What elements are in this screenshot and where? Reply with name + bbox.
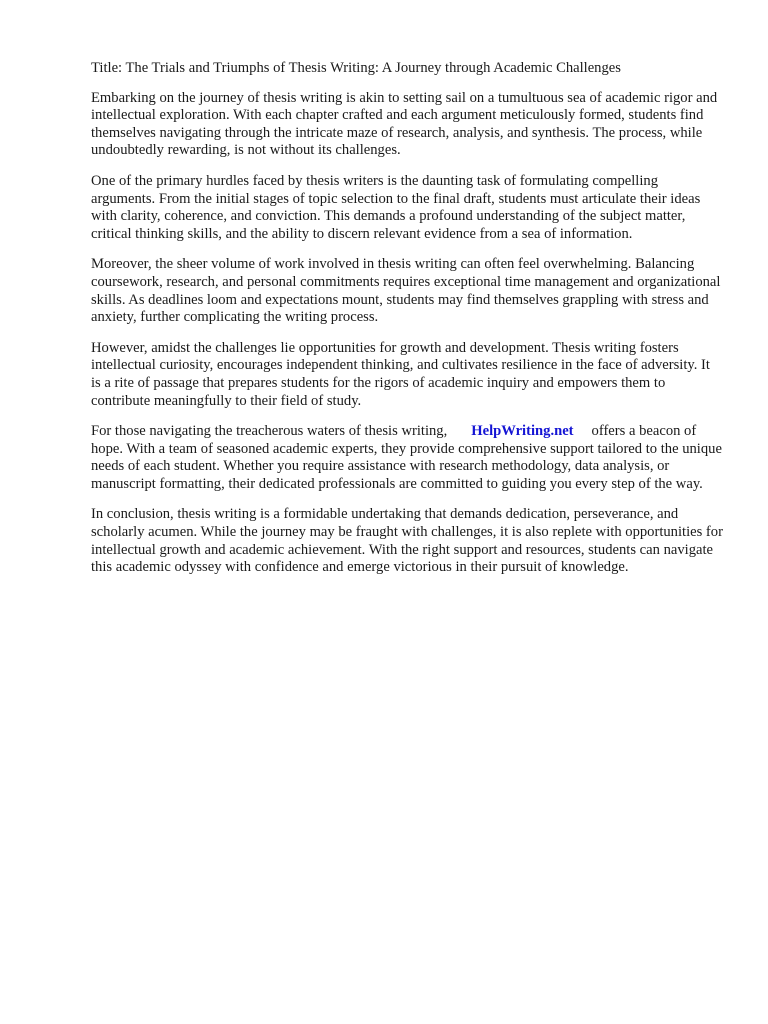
paragraph-conclusion: In conclusion, thesis writing is a formidable undertaking that demands dedication, perseverance, and scholarly acumen. While the journey may be fraught with challenges, it is also replete with opportunities for intellectual growth and academic achievement. With the right support and resources, students can navigate this academic odyssey with confidence and emerge victorious in their pursuit of knowledge.: [91, 506, 723, 576]
paragraph-arguments: One of the primary hurdles faced by thesis writers is the daunting task of formulating compelling arguments. From the initial stages of topic selection to the final draft, students must articulate their ideas with clarity, coherence, and conviction. This demands a profound understanding of the subject matter, critical thinking skills, and the ability to discern relevant evidence from a sea of information.: [91, 172, 701, 242]
paragraph-promo: [91, 423, 723, 493]
document-title: Title: The Trials and Triumphs of Thesis Writing: A Journey through Academic Challenges: [91, 60, 621, 76]
document-body: [91, 60, 723, 590]
paragraph-growth: However, amidst the challenges lie opportunities for growth and development. Thesis writing fosters intellectual curiosity, encourages independent thinking, and cultivates resilience in the face of adversity. It is a rite of passage that prepares students for the rigors of academic inquiry and empowers them to contribute meaningfully to their field of study.: [91, 339, 710, 409]
promo-text-before: For those navigating the treacherous waters of thesis writing,: [91, 423, 448, 440]
promo-text-after: offers a beacon of hope. With a team of seasoned academic experts, they provide comprehensive support tailored to the unique needs of each student. Whether you require assistance with research methodology, data analysis, or manuscript formatting, their dedicated professionals are committed to guiding you every step of the way.: [91, 423, 722, 492]
paragraph-intro: Embarking on the journey of thesis writing is akin to setting sail on a tumultuous sea of academic rigor and intellectual exploration. With each chapter crafted and each argument meticulously formed, students find themselves navigating through the intricate maze of research, analysis, and synthesis. The process, while undoubtedly rewarding, is not without its challenges.: [91, 89, 718, 159]
helpwriting-link[interactable]: HelpWriting.net: [471, 423, 574, 440]
paragraph-workload: Moreover, the sheer volume of work involved in thesis writing can often feel overwhelming. Balancing coursework, research, and personal commitments requires exceptional time management and organizational skills. As deadlines loom and expectations mount, students may find themselves grappling with stress and anxiety, further complicating the writing process.: [91, 256, 721, 326]
